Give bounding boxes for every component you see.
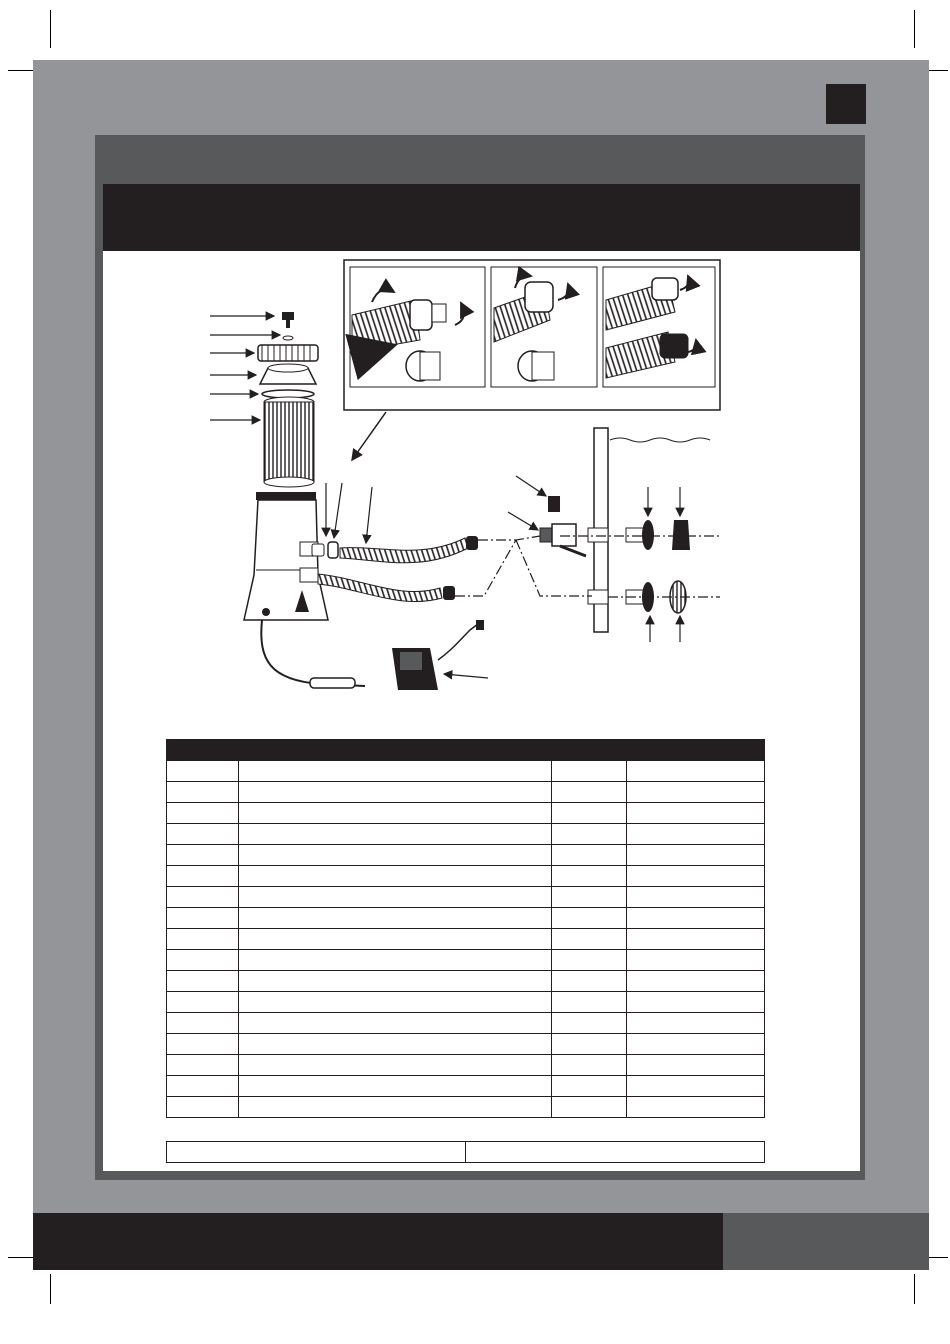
table-row — [167, 992, 765, 1013]
transformer-icon — [392, 620, 484, 690]
table-cell — [552, 866, 627, 887]
table-row — [167, 1097, 765, 1118]
table-cell — [239, 824, 552, 845]
table-cell — [167, 929, 239, 950]
crop-mark — [50, 1274, 51, 1304]
table-cell — [239, 1034, 552, 1055]
table-cell — [552, 1076, 627, 1097]
table-row — [167, 971, 765, 992]
header-qty — [552, 740, 627, 761]
table-cell — [552, 950, 627, 971]
clamp-instruction-inset — [344, 260, 720, 410]
table-cell — [167, 887, 239, 908]
cartridge-icon — [264, 397, 314, 487]
table-cell — [239, 971, 552, 992]
table-cell — [167, 1013, 239, 1034]
table-cell — [239, 1013, 552, 1034]
hose-icon — [312, 536, 478, 602]
table-cell — [239, 1097, 552, 1118]
crop-mark — [50, 10, 51, 48]
table-cell — [167, 845, 239, 866]
table-row — [167, 1055, 765, 1076]
table-cell — [239, 950, 552, 971]
strainer-icon — [626, 520, 690, 613]
table-cell — [627, 803, 765, 824]
table-cell — [627, 845, 765, 866]
table-row — [167, 1013, 765, 1034]
table-row — [167, 950, 765, 971]
table-cell — [239, 845, 552, 866]
table-cell — [627, 971, 765, 992]
table-cell — [627, 1055, 765, 1076]
table-cell — [239, 761, 552, 782]
table-cell — [627, 908, 765, 929]
table-cell — [239, 803, 552, 824]
table-cell — [627, 1097, 765, 1118]
table-row — [167, 782, 765, 803]
table-cell — [167, 1076, 239, 1097]
header-bar — [95, 135, 865, 185]
table-cell — [167, 908, 239, 929]
table-cell — [627, 866, 765, 887]
crop-mark — [914, 1274, 915, 1304]
table-cell — [627, 950, 765, 971]
table-cell — [167, 782, 239, 803]
table-cell — [552, 845, 627, 866]
table-cell — [627, 1034, 765, 1055]
parts-table-footer — [166, 1141, 765, 1163]
table-cell — [552, 1013, 627, 1034]
table-cell — [552, 1034, 627, 1055]
table-header-row — [167, 740, 765, 761]
table-row — [167, 845, 765, 866]
table-cell — [239, 1076, 552, 1097]
table-footer-right — [466, 1142, 765, 1163]
table-cell — [167, 950, 239, 971]
table-cell — [167, 1034, 239, 1055]
header-spare-part-no — [627, 740, 765, 761]
table-cell — [239, 908, 552, 929]
table-row — [167, 908, 765, 929]
table-row — [167, 929, 765, 950]
table-cell — [627, 992, 765, 1013]
table-cell — [167, 824, 239, 845]
table-cell — [552, 971, 627, 992]
crop-mark — [914, 10, 915, 48]
table-row — [167, 803, 765, 824]
table-cell — [552, 929, 627, 950]
parts-table — [166, 739, 765, 1118]
table-cell — [552, 1097, 627, 1118]
table-cell — [167, 803, 239, 824]
table-cell — [552, 992, 627, 1013]
table-cell — [239, 782, 552, 803]
table-cell — [167, 992, 239, 1013]
table-cell — [239, 1055, 552, 1076]
parts-diagram — [103, 250, 860, 730]
section-title-bar — [103, 184, 860, 251]
table-cell — [627, 761, 765, 782]
table-row — [167, 761, 765, 782]
footer-bar-right — [723, 1213, 929, 1270]
table-cell — [552, 1055, 627, 1076]
table-cell — [552, 824, 627, 845]
page-number-tab — [826, 84, 866, 124]
table-cell — [239, 866, 552, 887]
table-row — [167, 866, 765, 887]
table-cell — [627, 887, 765, 908]
table-cell — [239, 992, 552, 1013]
table-cell — [167, 761, 239, 782]
table-cell — [552, 803, 627, 824]
table-footer-left — [167, 1142, 466, 1163]
table-row — [167, 1034, 765, 1055]
table-cell — [167, 866, 239, 887]
table-cell — [627, 1076, 765, 1097]
table-row — [167, 887, 765, 908]
table-cell — [627, 1013, 765, 1034]
table-row — [167, 1142, 765, 1163]
table-cell — [552, 782, 627, 803]
table-cell — [167, 1055, 239, 1076]
table-cell — [552, 887, 627, 908]
table-cell — [627, 782, 765, 803]
table-cell — [627, 824, 765, 845]
table-cell — [552, 908, 627, 929]
table-cell — [552, 761, 627, 782]
footer-bar — [33, 1213, 723, 1270]
header-ref-no — [167, 740, 239, 761]
table-cell — [167, 1097, 239, 1118]
table-row — [167, 1076, 765, 1097]
table-row — [167, 824, 765, 845]
plunger-valve-icon — [540, 496, 586, 556]
header-description — [239, 740, 552, 761]
table-cell — [239, 887, 552, 908]
table-cell — [627, 929, 765, 950]
table-cell — [239, 929, 552, 950]
table-cell — [167, 971, 239, 992]
